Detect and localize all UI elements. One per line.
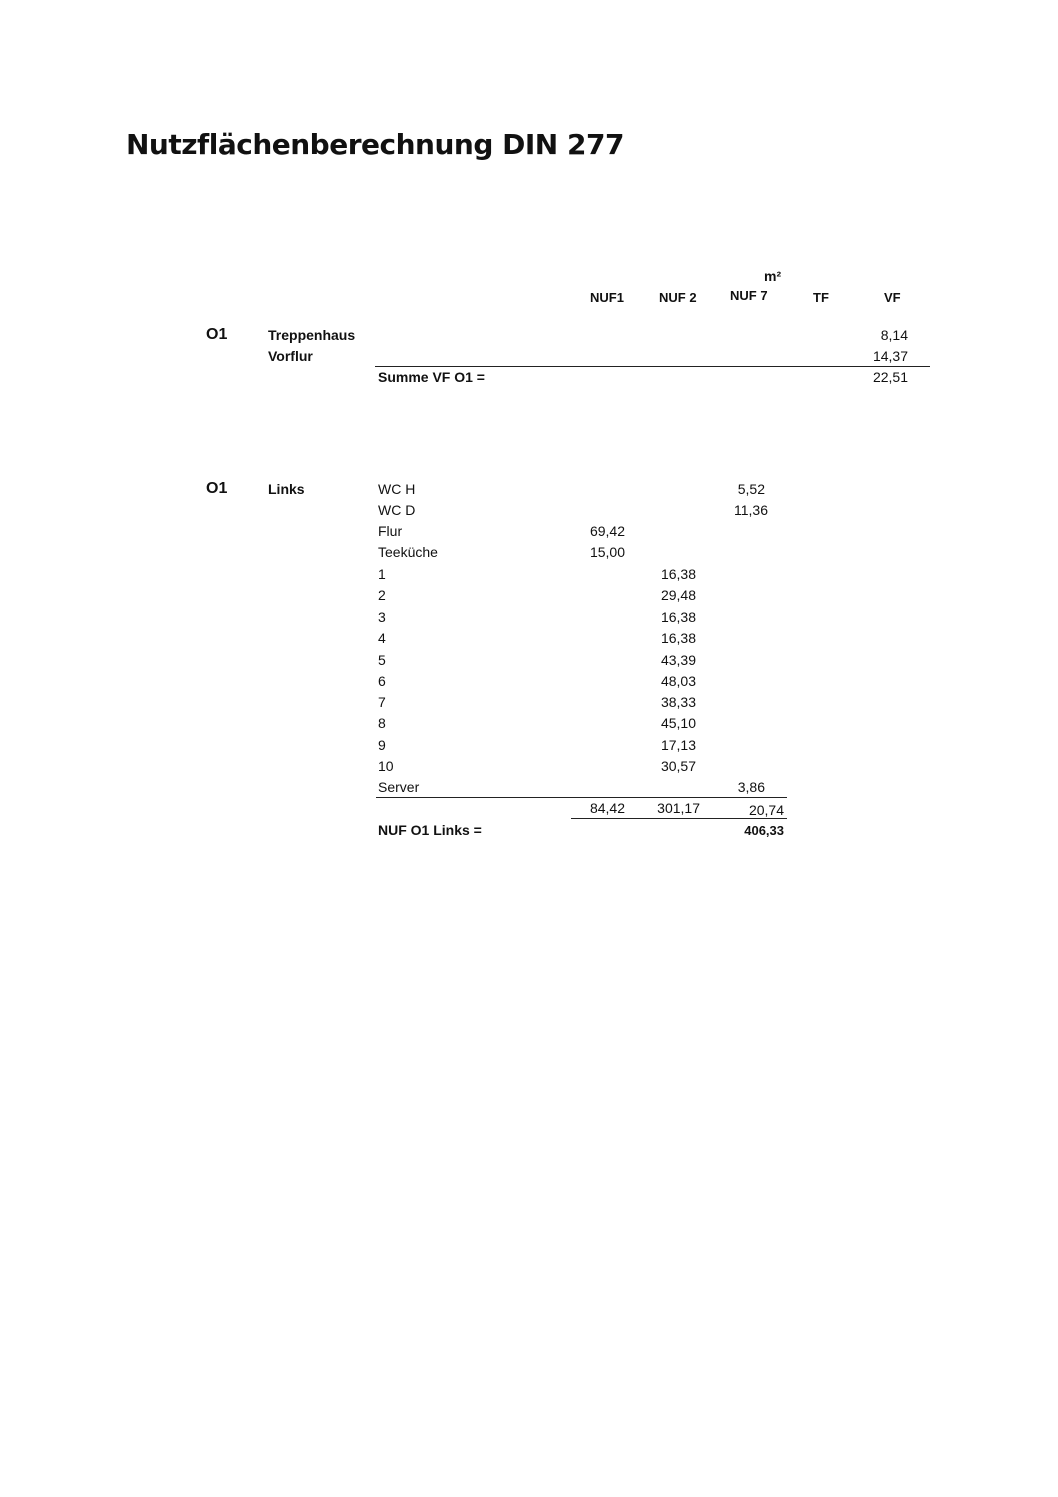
room-name: 7 [378,694,386,710]
room-name: 4 [378,630,386,646]
subtotal-rule [571,818,787,819]
room-name: 3 [378,609,386,625]
column-header-nuf2: NUF 2 [659,290,697,305]
section1-code: O1 [206,326,228,343]
room-nuf2: 29,48 [660,587,696,603]
subtotal-nuf1: 84,42 [589,800,625,816]
subtotal-nuf7: 20,74 [748,802,784,818]
section2-rows-rule [376,797,787,798]
room-nuf2: 38,33 [660,694,696,710]
room-nuf1: 15,00 [589,544,625,560]
room-name: Server [378,779,420,795]
column-header-tf: TF [813,290,829,305]
room-name: Flur [378,523,403,539]
room-nuf1: 69,42 [589,523,625,539]
section1-sum-rule [375,366,930,367]
section1-row-vf: 8,14 [880,327,908,343]
section1-row-label: Treppenhaus [268,327,356,343]
room-nuf2: 48,03 [660,673,696,689]
section1-sum-value: 22,51 [872,369,908,385]
room-name: WC H [378,481,416,497]
section1-row-label: Vorflur [268,348,313,364]
section2-total-value: 406,33 [744,823,784,838]
room-nuf7: 3,86 [737,779,765,795]
room-name: 8 [378,715,386,731]
room-nuf2: 45,10 [660,715,696,731]
column-header-nuf7: NUF 7 [730,288,768,303]
room-name: 2 [378,587,386,603]
column-header-nuf1: NUF1 [590,290,624,305]
room-name: 10 [378,758,394,774]
room-name: 6 [378,673,386,689]
room-nuf7: 5,52 [737,481,765,497]
subtotal-nuf2: 301,17 [657,800,700,816]
room-nuf2: 30,57 [660,758,696,774]
section1-sum-label: Summe VF O1 = [378,369,485,385]
section2-code: O1 [206,480,228,497]
room-nuf2: 16,38 [660,630,696,646]
room-nuf2: 16,38 [660,609,696,625]
room-name: 9 [378,737,386,753]
room-name: WC D [378,502,416,518]
room-nuf2: 43,39 [660,652,696,668]
unit-label: m² [764,268,782,284]
room-name: 1 [378,566,386,582]
section2-label: Links [268,481,305,497]
section2-total-label: NUF O1 Links = [378,822,482,838]
room-nuf2: 16,38 [660,566,696,582]
room-name: 5 [378,652,386,668]
column-header-vf: VF [884,290,901,305]
room-nuf2: 17,13 [660,737,696,753]
page-title: Nutzflächenberechnung DIN 277 [126,128,624,161]
section1-row-vf: 14,37 [872,348,908,364]
room-name: Teeküche [378,544,438,560]
room-nuf7: 11,36 [734,502,768,518]
